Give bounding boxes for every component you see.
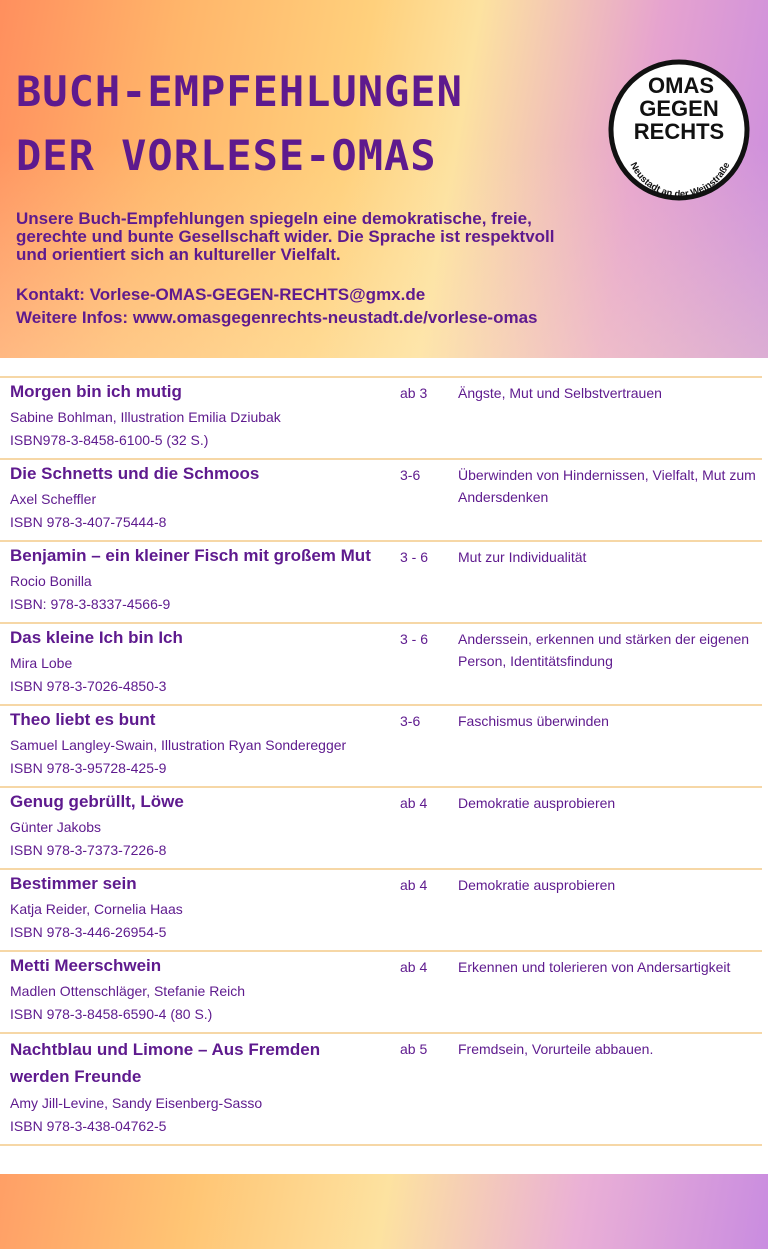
book-theme: Fremdsein, Vorurteile abbauen. [458, 1041, 654, 1057]
book-age: ab 4 [400, 959, 428, 975]
page-title-line-1: BUCH-EMPFEHLUNGEN [16, 67, 463, 116]
book-isbn: ISBN978-3-8458-6100-5 (32 S.) [10, 432, 209, 448]
book-theme: Ängste, Mut und Selbstvertrauen [458, 385, 662, 401]
book-theme: Faschismus überwinden [458, 713, 609, 729]
book-age: 3-6 [400, 467, 421, 483]
logo-line-2: GEGEN [639, 96, 719, 121]
table-row [0, 460, 762, 542]
book-title: Metti Meerschwein [10, 956, 162, 975]
book-author: Axel Scheffler [10, 491, 97, 507]
table-row [0, 378, 762, 460]
book-theme: Erkennen und tolerieren von Andersartigkeit [458, 959, 731, 975]
book-age: 3 - 6 [400, 549, 429, 565]
book-theme: Anderssein, erkennen und stärken der eigenen Person, Identitätsfindung [458, 631, 750, 669]
contact-email[interactable]: Kontakt: Vorlese-OMAS-GEGEN-RECHTS@gmx.de [16, 285, 426, 304]
book-theme: Demokratie ausprobieren [458, 795, 616, 811]
book-isbn: ISBN 978-3-7373-7226-8 [10, 842, 167, 858]
footer-gradient-bar [0, 1174, 768, 1249]
book-title: Die Schnetts und die Schmoos [10, 464, 260, 483]
table-row [0, 788, 762, 870]
book-author: Rocio Bonilla [10, 573, 92, 589]
book-title: Das kleine Ich bin Ich [10, 628, 183, 647]
book-age: ab 4 [400, 795, 428, 811]
intro-text: Unsere Buch-Empfehlungen spiegeln eine demokratische, freie, gerechte und bunte Gesellschaft wider. Die Sprache ist respektvoll und orientiert sich an kultureller Vielfalt. [16, 209, 555, 264]
book-isbn: ISBN 978-3-446-26954-5 [10, 924, 167, 940]
book-isbn: ISBN 978-3-438-04762-5 [10, 1118, 167, 1134]
logo-arc-text: Neustadt an der Weinstraße [627, 160, 733, 201]
book-author: Mira Lobe [10, 655, 73, 671]
logo-line-3: RECHTS [633, 119, 725, 144]
book-age: ab 3 [400, 385, 428, 401]
book-theme: Überwinden von Hindernissen, Vielfalt, Mut zum Andersdenken [458, 467, 756, 505]
info-link[interactable]: Weitere Infos: www.omasgegenrechts-neustadt.de/vorlese-omas [16, 308, 538, 327]
book-title: Benjamin – ein kleiner Fisch mit großem Mut [10, 546, 371, 565]
contact-block [16, 283, 616, 329]
book-author: Samuel Langley-Swain, Illustration Ryan Sonderegger [10, 737, 347, 753]
table-row [0, 706, 762, 788]
table-row [0, 542, 762, 624]
page-title [16, 60, 576, 188]
book-title: Nachtblau und Limone – Aus Fremden werden Freunde [10, 1040, 321, 1086]
book-author: Madlen Ottenschläger, Stefanie Reich [10, 983, 246, 999]
book-theme: Mut zur Individualität [458, 549, 587, 565]
table-row [0, 870, 762, 952]
book-author: Günter Jakobs [10, 819, 102, 835]
book-title: Bestimmer sein [10, 874, 137, 893]
book-isbn: ISBN 978-3-407-75444-8 [10, 514, 167, 530]
book-isbn: ISBN 978-3-7026-4850-3 [10, 678, 167, 694]
header-banner [0, 0, 768, 358]
book-isbn: ISBN 978-3-8458-6590-4 (80 S.) [10, 1006, 213, 1022]
logo-line-1: OMAS [648, 73, 714, 98]
omas-gegen-rechts-logo [606, 57, 752, 203]
table-row [0, 952, 762, 1034]
book-author: Amy Jill-Levine, Sandy Eisenberg-Sasso [10, 1095, 263, 1111]
page-title-line-2: DER VORLESE-OMAS [16, 131, 437, 180]
book-title: Theo liebt es bunt [10, 710, 156, 729]
book-author: Sabine Bohlman, Illustration Emilia Dziubak [10, 409, 281, 425]
book-theme: Demokratie ausprobieren [458, 877, 616, 893]
book-age: ab 5 [400, 1041, 428, 1057]
book-table [0, 376, 762, 1146]
book-age: 3-6 [400, 713, 421, 729]
book-age: 3 - 6 [400, 631, 429, 647]
book-isbn: ISBN 978-3-95728-425-9 [10, 760, 167, 776]
table-row [0, 624, 762, 706]
table-row [0, 1034, 762, 1146]
book-title: Morgen bin ich mutig [10, 382, 182, 401]
book-isbn: ISBN: 978-3-8337-4566-9 [10, 596, 171, 612]
book-age: ab 4 [400, 877, 428, 893]
book-author: Katja Reider, Cornelia Haas [10, 901, 183, 917]
book-title: Genug gebrüllt, Löwe [10, 792, 184, 811]
